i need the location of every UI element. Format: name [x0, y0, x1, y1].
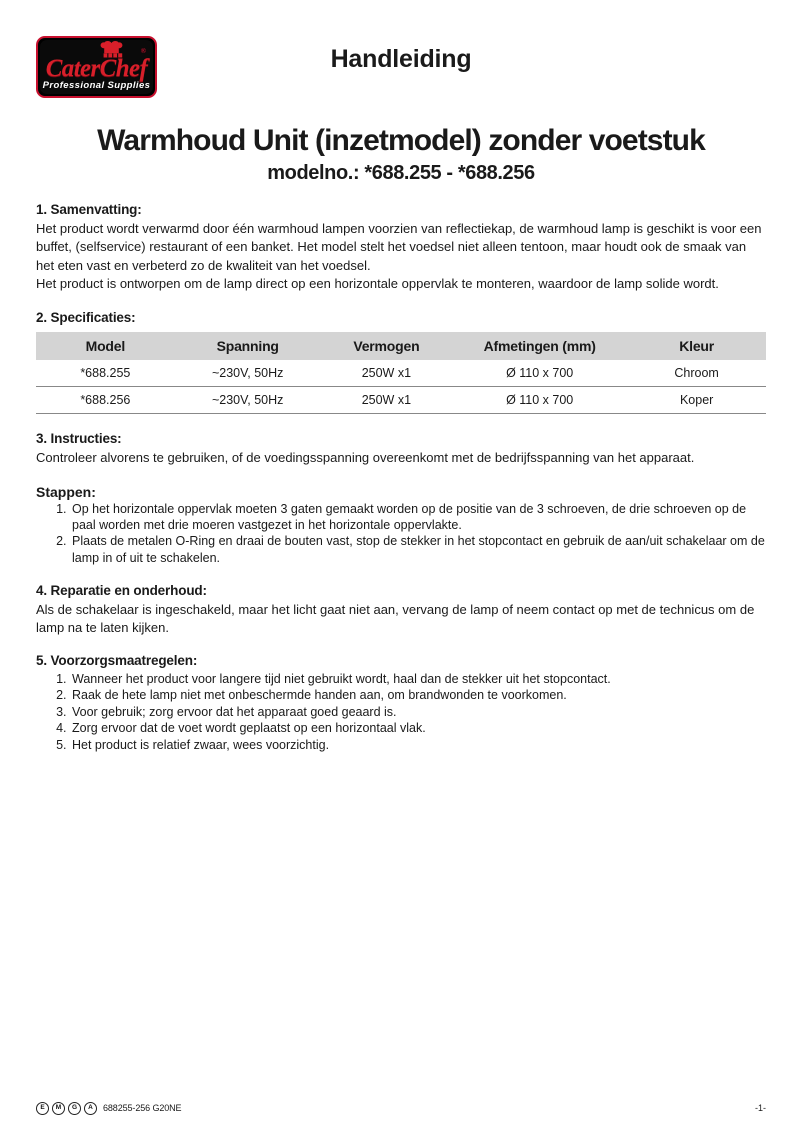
cell-spanning: ~230V, 50Hz — [175, 387, 321, 414]
list-item: 5. Het product is relatief zwaar, wees voorzichtig. — [70, 737, 766, 754]
steps-list — [36, 501, 766, 566]
column-header-model: Model — [36, 332, 175, 360]
cell-vermogen: 250W x1 — [321, 387, 452, 414]
table-row — [36, 387, 766, 414]
cell-kleur: Koper — [627, 387, 766, 414]
badge-e-icon: E — [36, 1102, 49, 1115]
summary-paragraph-2: Het product is ontworpen om de lamp direct op een horizontale oppervlak te monteren, waardoor de lamp solide wordt. — [36, 275, 719, 291]
footer-document-code: 688255-256 G20NE — [103, 1103, 182, 1113]
section-heading-instructions: 3. Instructies: — [36, 431, 122, 447]
list-item: 2. Raak de hete lamp niet met onbeschermde handen aan, om brandwonden te voorkomen. — [70, 687, 766, 704]
list-item: 2. Plaats de metalen O-Ring en draai de bouten vast, stop de stekker in het stopcontact en gebruik de aan/uit schakelaar om de lamp in of uit te schakelen. — [70, 533, 766, 566]
section-heading-summary: 1. Samenvatting: — [36, 201, 142, 217]
cell-afmetingen: Ø 110 x 700 — [452, 360, 627, 387]
badge-g-icon: G — [68, 1102, 81, 1115]
page-number: -1- — [755, 1103, 766, 1113]
cell-kleur: Chroom — [627, 360, 766, 387]
section-body-instructions: Controleer alvorens te gebruiken, of de voedingsspanning overeenkomt met de bedrijfsspanning van het apparaat. — [36, 450, 695, 466]
cell-model: *688.256 — [36, 387, 175, 414]
column-header-vermogen: Vermogen — [321, 332, 452, 360]
table-row — [36, 360, 766, 387]
cell-afmetingen: Ø 110 x 700 — [452, 387, 627, 414]
precautions-list — [36, 671, 766, 754]
page-title: Warmhoud Unit (inzetmodel) zonder voetstuk — [97, 124, 705, 157]
table-header-row — [36, 332, 766, 360]
badge-a-icon: A — [84, 1102, 97, 1115]
list-item: 1. Op het horizontale oppervlak moeten 3 gaten gemaakt worden op de positie van de 3 schroeven, de drie schroeven op de paal worden met drie moeren vastgezet in het horizontale oppervlakte. — [70, 501, 766, 534]
section-body-repair: Als de schakelaar is ingeschakeld, maar het licht gaat niet aan, vervang de lamp of neem contact op met de technicus om de lamp na te laten kijken. — [36, 601, 755, 636]
logo-tagline: Professional Supplies — [42, 80, 151, 91]
list-item: 1. Wanneer het product voor langere tijd niet gebruikt wordt, haal dan de stekker uit het stopcontact. — [70, 671, 766, 688]
cell-model: *688.255 — [36, 360, 175, 387]
section-body-summary — [36, 220, 766, 294]
section-heading-repair: 4. Reparatie en onderhoud: — [36, 582, 207, 598]
column-header-afmetingen: Afmetingen (mm) — [452, 332, 627, 360]
page-subtitle-modelno: modelno.: *688.255 - *688.256 — [267, 161, 535, 184]
cell-spanning: ~230V, 50Hz — [175, 360, 321, 387]
document-kind-heading: Handleiding — [330, 45, 472, 73]
footer-left-group — [36, 1102, 181, 1115]
page-header — [36, 32, 766, 108]
logo-brand-text: CaterChef — [45, 55, 148, 82]
column-header-kleur: Kleur — [627, 332, 766, 360]
registered-trademark-icon: ® — [140, 47, 146, 55]
specifications-table — [36, 332, 766, 414]
steps-heading: Stappen: — [36, 483, 96, 500]
badge-m-icon: M — [52, 1102, 65, 1115]
summary-paragraph-1: Het product wordt verwarmd door één warmhoud lampen voorzien van reflectiekap, de warmhoud lamp is geschikt is voor een buffet, (selfservice) restaurant of een banket. Het model stelt het voedsel niet alleen tentoon, maar houdt ook de smaak van het eten vast en verbeterd zo de kwaliteit van het voedsel. — [36, 220, 762, 273]
page-footer — [36, 1100, 766, 1116]
section-heading-specifications: 2. Specificaties: — [36, 310, 136, 326]
section-heading-precautions: 5. Voorzorgsmaatregelen: — [36, 652, 198, 668]
column-header-spanning: Spanning — [175, 332, 321, 360]
cell-vermogen: 250W x1 — [321, 360, 452, 387]
list-item: 4. Zorg ervoor dat de voet wordt geplaatst op een horizontaal vlak. — [70, 720, 766, 737]
list-item: 3. Voor gebruik; zorg ervoor dat het apparaat goed geaard is. — [70, 704, 766, 721]
